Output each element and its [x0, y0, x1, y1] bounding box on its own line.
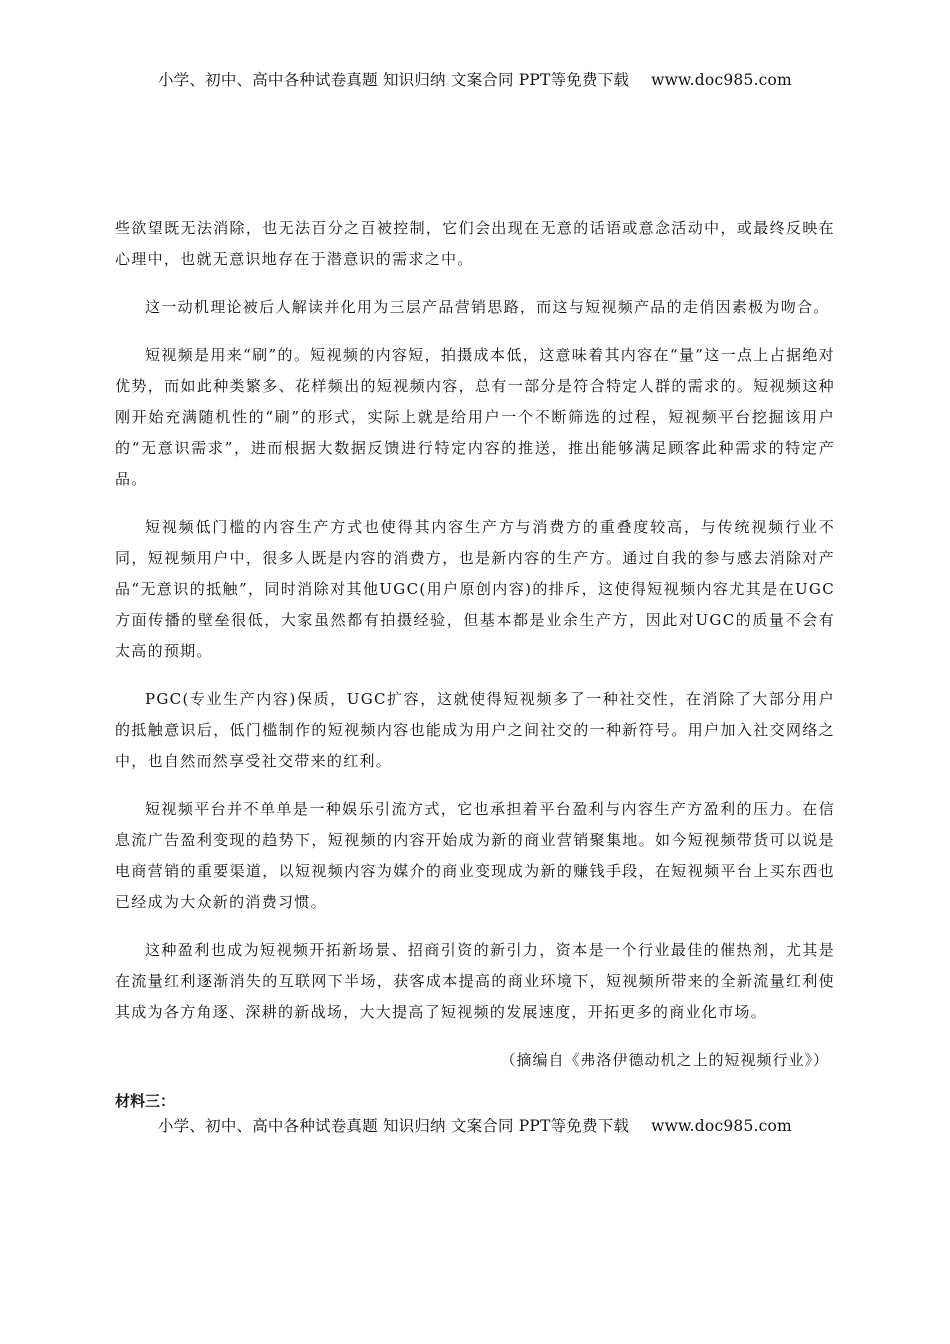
footer-text: 小学、初中、高中各种试卷真题 知识归纳 文案合同 PPT等免费下载: [158, 1117, 630, 1135]
paragraph: 短视频是用来“刷”的。短视频的内容短，拍摄成本低，这意味着其内容在“量”这一点上占据绝对优势，而如此种类繁多、花样频出的短视频内容，总有一部分是符合特定人群的需求的。短视频这种刚开始充满随机性的“刷”的形式，实际上就是给用户一个不断筛选的过程，短视频平台挖掘该用户的“无意识需求”，进而根据大数据反馈进行特定内容的推送，推出能够满足顾客此种需求的特定产品。: [115, 346, 835, 488]
paragraph: PGC(专业生产内容)保质，UGC扩容，这就使得短视频多了一种社交性，在消除了大部分用户的抵触意识后，低门槛制作的短视频内容也能成为用户之间社交的一种新符号。用户加入社交网络之中，也自然而然享受社交带来的红利。: [115, 690, 835, 770]
section-label: 材料三：: [115, 1092, 176, 1110]
paragraph: 这种盈利也成为短视频开拓新场景、招商引资的新引力，资本是一个行业最佳的催热剂，尤其是在流量红利逐渐消失的互联网下半场，获客成本提高的商业环境下，短视频所带来的全新流量红利使其成为各方角逐、深耕的新战场，大大提高了短视频的发展速度，开拓更多的商业化市场。: [115, 941, 835, 1021]
source-citation: （摘编自《弗洛伊德动机之上的短视频行业》）: [500, 1051, 829, 1069]
header-text: 小学、初中、高中各种试卷真题 知识归纳 文案合同 PPT等免费下载: [158, 71, 630, 89]
page-footer: [0, 1114, 950, 1136]
footer-site-link[interactable]: www.doc985.com: [651, 1117, 792, 1135]
paragraph-continuation: 些欲望既无法消除，也无法百分之百被控制，它们会出现在无意的话语或意念活动中，或最终反映在心理中，也就无意识地存在于潜意识的需求之中。: [115, 219, 835, 268]
paragraph: 这一动机理论被后人解读并化用为三层产品营销思路，而这与短视频产品的走俏因素极为吻合。: [145, 298, 830, 316]
article-body: [115, 213, 835, 1117]
paragraph: 短视频低门槛的内容生产方式也使得其内容生产方与消费方的重叠度较高，与传统视频行业不同，短视频用户中，很多人既是内容的消费方，也是新内容的生产方。通过自我的参与感去消除对产品“无意识的抵触”，同时消除对其他UGC(用户原创内容)的排斥，这使得短视频内容尤其是在UGC方面传播的壁垒很低，大家虽然都有拍摄经验，但基本都是业余生产方，因此对UGC的质量不会有太高的预期。: [115, 518, 835, 660]
paragraph: 短视频平台并不单单是一种娱乐引流方式，它也承担着平台盈利与内容生产方盈利的压力。在信息流广告盈利变现的趋势下，短视频的内容开始成为新的商业营销聚集地。如今短视频带货可以说是电商营销的重要渠道，以短视频内容为媒介的商业变现成为新的赚钱手段，在短视频平台上买东西也已经成为大众新的消费习惯。: [115, 800, 835, 911]
page-header: [0, 68, 950, 90]
header-site-link[interactable]: www.doc985.com: [651, 71, 792, 89]
